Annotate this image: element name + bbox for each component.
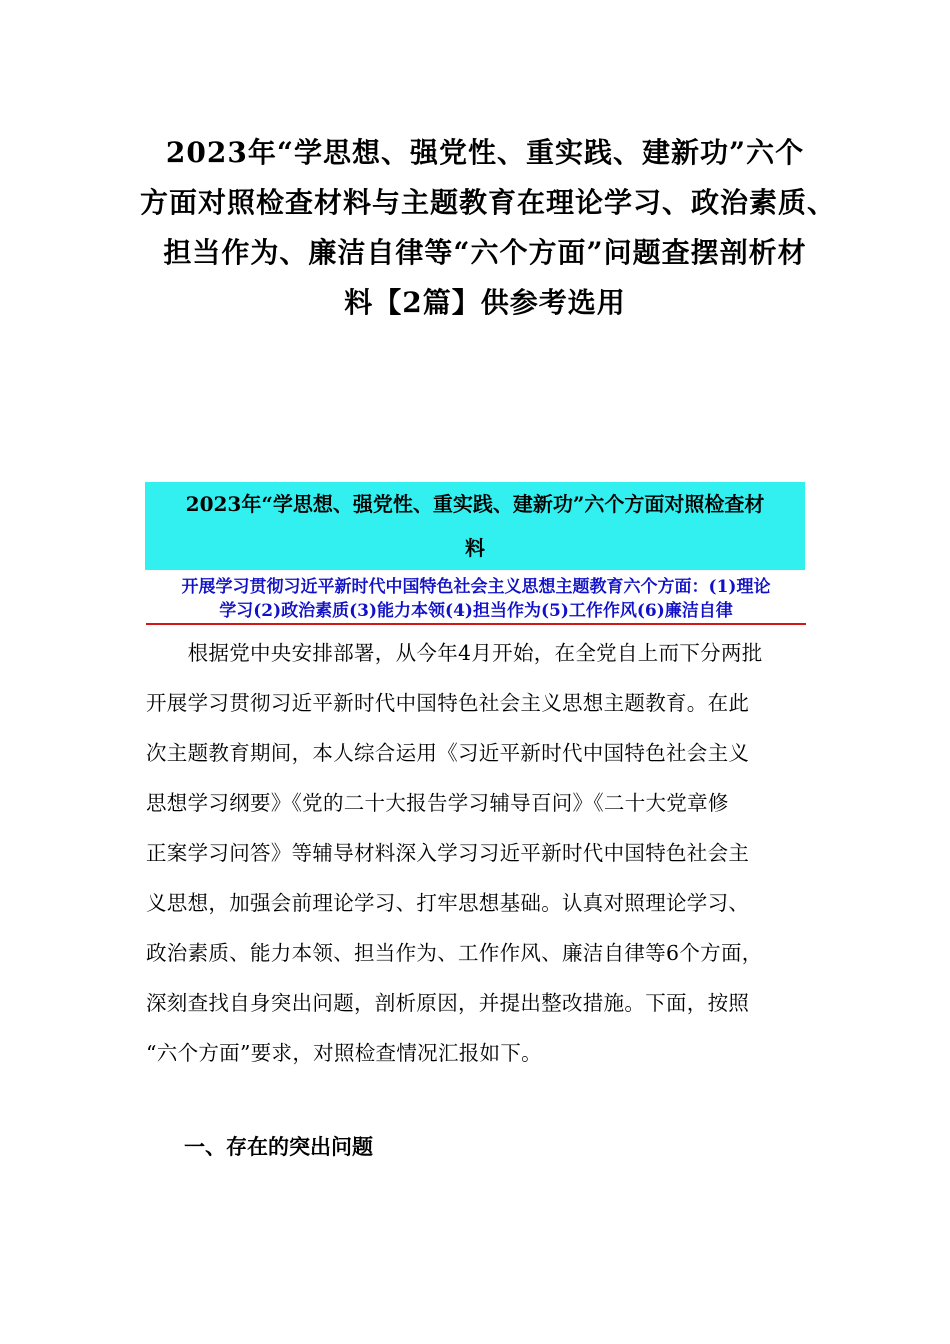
body-paragraph [146,628,806,1078]
section-heading-line: 料 [145,526,805,570]
body-line: 次主题教育期间，本人综合运用《习近平新时代中国特色社会主义 [146,741,750,765]
body-line: 正案学习问答》等辅导材料深入学习习近平新时代中国特色社会主 [146,841,750,865]
topic-link[interactable] [146,575,806,623]
link-line[interactable]: 开展学习贯彻习近平新时代中国特色社会主义思想主题教育六个方面：(1)理论 [181,577,771,597]
body-line: 义思想，加强会前理论学习、打牢思想基础。认真对照理论学习、 [146,891,750,915]
document-title [140,128,837,328]
body-line: 深刻查找自身突出问题，剖析原因，并提出整改措施。下面，按照 [146,991,750,1015]
body-line: 根据党中央安排部署，从今年4月开始，在全党自上而下分两批 [146,641,763,665]
link-line[interactable]: 学习(2)政治素质(3)能力本领(4)担当作为(5)工作作风(6)廉洁自律 [219,601,733,621]
section-heading [145,482,805,570]
subheading: 一、存在的突出问题 [184,1134,373,1159]
title-line: 料【2篇】供参考选用 [344,286,626,319]
title-line: 担当作为、廉洁自律等“六个方面”问题查摆剖析材 [163,236,807,269]
body-line: 开展学习贯彻习近平新时代中国特色社会主义思想主题教育。在此 [146,691,750,715]
body-line: “六个方面”要求，对照检查情况汇报如下。 [146,1041,542,1065]
title-line: 方面对照检查材料与主题教育在理论学习、政治素质、 [140,186,837,219]
body-line: 政治素质、能力本领、担当作为、工作作风、廉洁自律等6个方面， [146,941,763,965]
title-line: 2023年“学思想、强党性、重实践、建新功”六个 [165,136,805,169]
body-line: 思想学习纲要》《党的二十大报告学习辅导百问》《二十大党章修 [146,791,729,815]
red-underline-rule [146,623,806,625]
section-heading-line: 2023年“学思想、强党性、重实践、建新功”六个方面对照检查材 [145,482,805,526]
